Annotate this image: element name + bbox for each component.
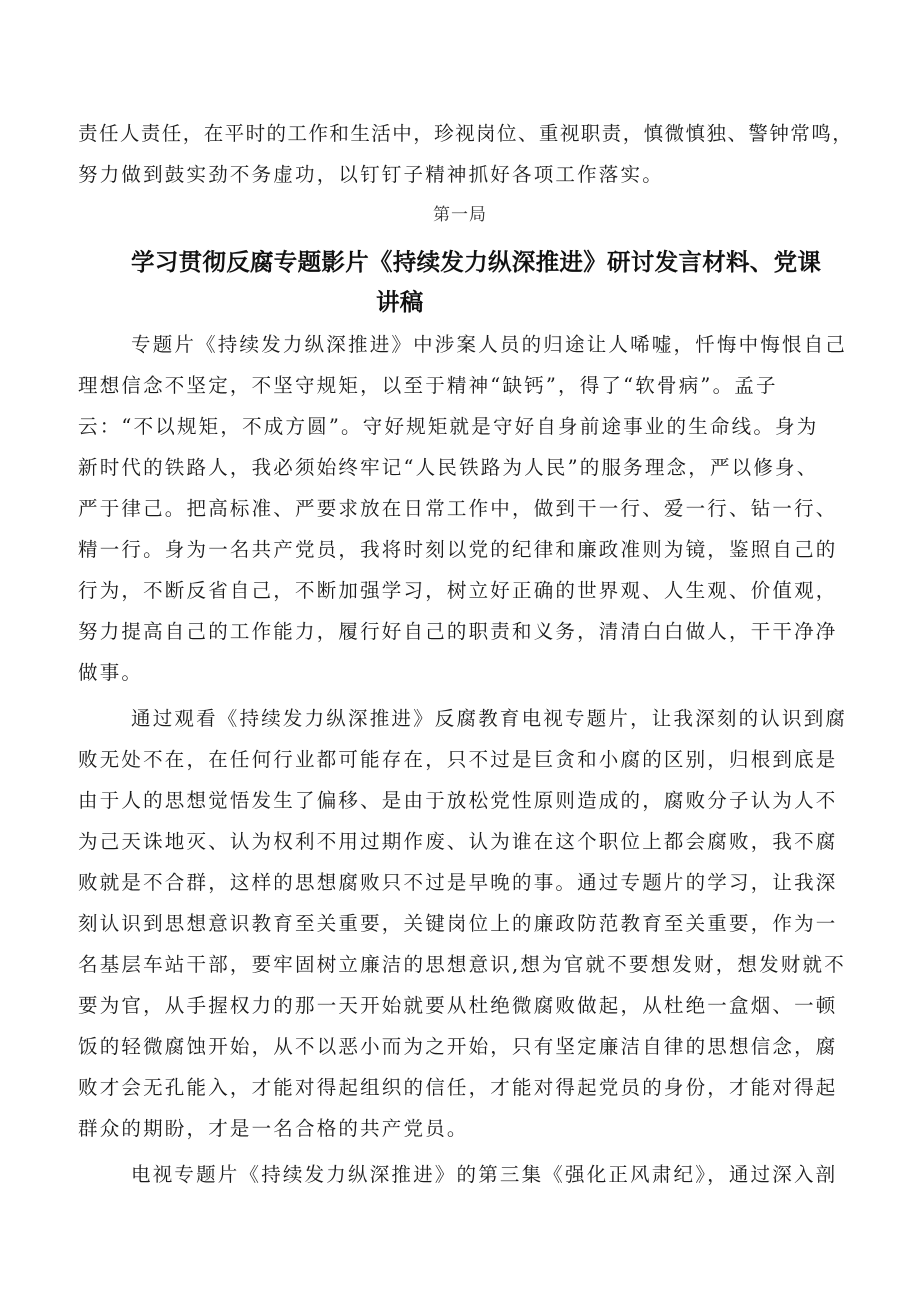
section-label: 第一局 [433,205,487,225]
paragraph-2-line: 败才会无孔能入，才能对得起组织的信任，才能对得起党员的身份，才能对得起 [78,1076,838,1099]
paragraph-1-line: 努力提高自己的工作能力，履行好自己的职责和义务，清清白白做人，干干净净 [78,620,838,643]
paragraph-2-line: 由于人的思想觉悟发生了偏移、是由于放松党性原则造成的，腐败分子认为人不 [78,789,838,812]
paragraph-2-line: 名基层车站干部，要牢固树立廉洁的思想意识,想为官就不要想发财，想发财就不 [78,953,846,976]
carryover-line: 责任人责任，在平时的工作和生活中，珍视岗位、重视职责，慎微慎独、警钟常鸣， [78,122,854,145]
section-title-line-1: 学习贯彻反腐专题影片《持续发力纵深推进》研讨发言材料、党课 [131,248,822,276]
paragraph-2-line: 群众的期盼，才是一名合格的共产党员。 [78,1117,469,1140]
paragraph-2-line: 败就是不合群，这样的思想腐败只不过是早晚的事。通过专题片的学习，让我深 [78,871,838,894]
paragraph-2-line: 刻认识到思想意识教育至关重要，关键岗位上的廉政防范教育至关重要，作为一 [78,912,838,935]
paragraph-1-line: 理想信念不坚定，不坚守规矩，以至于精神“缺钙”，得了“软骨病”。孟子 [78,374,778,397]
paragraph-2-line: 通过观看《持续发力纵深推进》反腐教育电视专题片，让我深刻的认识到腐 [131,707,848,730]
paragraph-2-line: 败无处不在，在任何行业都可能存在，只不过是巨贪和小腐的区别，归根到底是 [78,748,838,771]
paragraph-1-line: 专题片《持续发力纵深推进》中涉案人员的归途让人唏嘘，忏悔中悔恨自己 [131,333,848,356]
paragraph-1-line: 行为，不断反省自己，不断加强学习，树立好正确的世界观、人生观、价值观， [78,579,838,602]
section-title-line-2: 讲稿 [376,288,424,316]
paragraph-1-line: 新时代的铁路人，我必须始终牢记“人民铁路为人民”的服务理念，严以修身、 [78,456,819,479]
paragraph-3-line: 电视专题片《持续发力纵深推进》的第三集《强化正风肃纪》，通过深入剖 [131,1163,838,1186]
paragraph-2-line: 要为官，从手握权力的那一天开始就要从杜绝微腐败做起，从杜绝一盒烟、一顿 [78,994,838,1017]
paragraph-1-line: 严于律己。把高标准、严要求放在日常工作中，做到干一行、爱一行、钻一行、 [78,497,838,520]
paragraph-1-line: 做事。 [78,661,144,684]
paragraph-2-line: 为己天诛地灭、认为权利不用过期作废、认为谁在这个职位上都会腐败，我不腐 [78,830,838,853]
paragraph-1-line: 云：“不以规矩，不成方圆”。守好规矩就是守好自身前途事业的生命线。身为 [78,415,819,438]
paragraph-2-line: 饭的轻微腐蚀开始，从不以恶小而为之开始，只有坚定廉洁自律的思想信念，腐 [78,1035,838,1058]
paragraph-1-line: 精一行。身为一名共产党员，我将时刻以党的纪律和廉政准则为镜，鉴照自己的 [78,538,838,561]
carryover-line: 努力做到鼓实劲不务虚功，以钉钉子精神抓好各项工作落实。 [78,163,664,186]
